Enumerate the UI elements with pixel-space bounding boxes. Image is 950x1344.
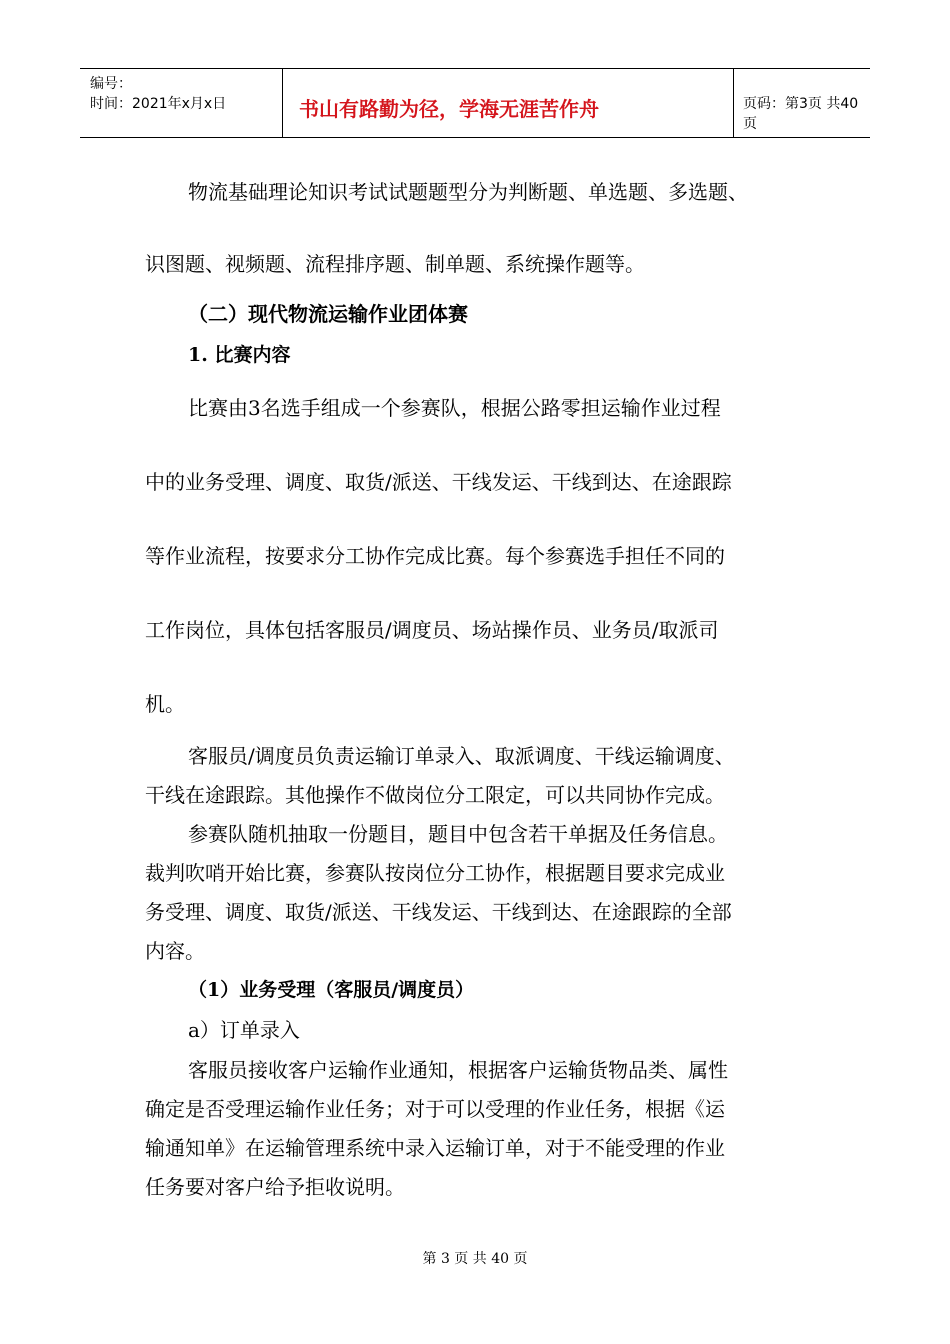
paragraph-line: 等作业流程，按要求分工协作完成比赛。每个参赛选手担任不同的	[145, 544, 725, 568]
paragraph-line: 客服员/调度员负责运输订单录入、取派调度、干线运输调度、	[188, 744, 735, 768]
paragraph-line: 参赛队随机抽取一份题目，题目中包含若干单据及任务信息。	[188, 822, 728, 846]
date-label: 时间：2021年x月x日	[90, 96, 227, 112]
header-meta-cell	[80, 69, 282, 137]
page-footer: 第 3 页 共 40 页	[422, 1251, 528, 1267]
serial-label: 编号：	[90, 76, 132, 92]
paragraph-line: 工作岗位，具体包括客服员/调度员、场站操作员、业务员/取派司	[145, 618, 719, 642]
paragraph-line: 干线在途跟踪。其他操作不做岗位分工限定，可以共同协作完成。	[145, 783, 725, 807]
subsection-heading: （1）业务受理（客服员/调度员）	[188, 979, 475, 1001]
paragraph-line: 任务要对客户给予拒收说明。	[145, 1175, 405, 1199]
paragraph-line: 物流基础理论知识考试试题题型分为判断题、单选题、多选题、	[188, 180, 748, 204]
paragraph-line: 确定是否受理运输作业任务；对于可以受理的作业任务，根据《运	[145, 1097, 725, 1121]
subsection-heading: 1. 比赛内容	[188, 344, 291, 366]
paragraph-line: 裁判吹哨开始比赛，参赛队按岗位分工协作，根据题目要求完成业	[145, 861, 725, 885]
paragraph-line: 务受理、调度、取货/派送、干线发运、干线到达、在途跟踪的全部	[145, 900, 732, 924]
paragraph-line: 输通知单》在运输管理系统中录入运输订单，对于不能受理的作业	[145, 1136, 725, 1160]
paragraph-line: 中的业务受理、调度、取货/派送、干线发运、干线到达、在途跟踪	[145, 470, 732, 494]
paragraph-line: 内容。	[145, 939, 205, 963]
header-motto-cell	[282, 69, 734, 137]
paragraph-line: 比赛由3名选手组成一个参赛队，根据公路零担运输作业过程	[188, 396, 721, 420]
section-heading: （二）现代物流运输作业团体赛	[188, 302, 468, 326]
paragraph-line: 客服员接收客户运输作业通知，根据客户运输货物品类、属性	[188, 1058, 728, 1082]
paragraph-line: a）订单录入	[188, 1018, 300, 1042]
paragraph-line: 识图题、视频题、流程排序题、制单题、系统操作题等。	[145, 252, 645, 276]
page-header	[80, 68, 870, 138]
motto: 书山有路勤为径，学海无涯苦作舟	[299, 97, 599, 121]
page-info: 页码：第3页 共40页	[743, 96, 859, 132]
header-page-cell	[733, 69, 870, 137]
paragraph-line: 机。	[145, 692, 185, 716]
